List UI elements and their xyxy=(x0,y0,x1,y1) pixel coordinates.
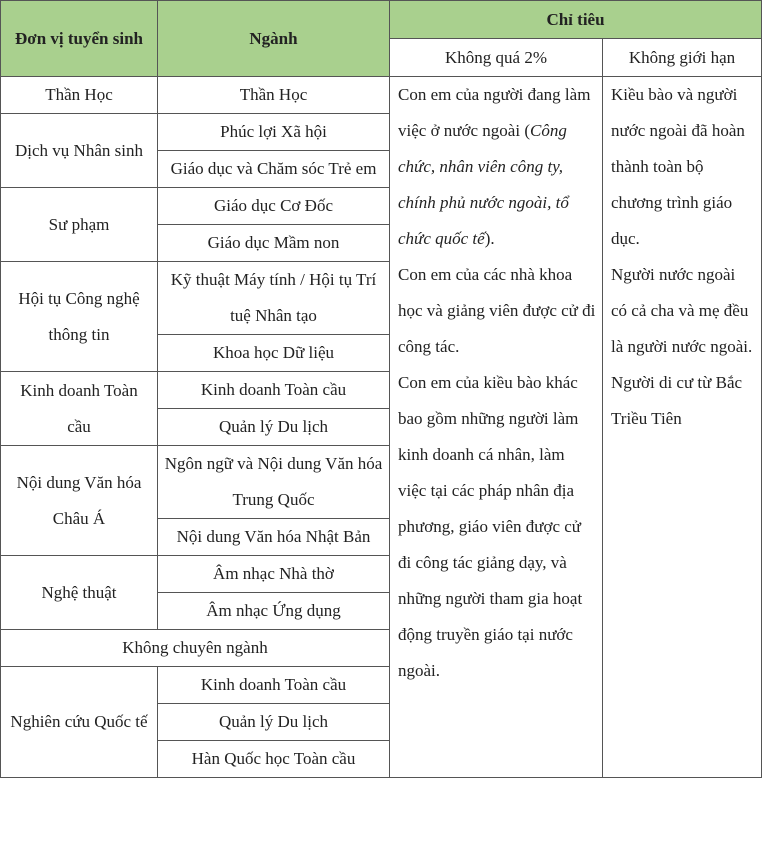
unit-cell: Sư phạm xyxy=(1,188,158,262)
unlimited-criteria-3: Người di cư từ Bắc Triều Tiên xyxy=(611,373,743,428)
limited-criteria-2: Con em của các nhà khoa học và giảng viên được cử đi công tác. xyxy=(398,265,596,356)
header-major: Ngành xyxy=(158,1,390,77)
major-cell: Khoa học Dữ liệu xyxy=(158,335,390,372)
major-cell: Âm nhạc Ứng dụng xyxy=(158,593,390,630)
unit-cell: Hội tụ Công nghệ thông tin xyxy=(1,262,158,372)
major-cell: Giáo dục Cơ Đốc xyxy=(158,188,390,225)
major-cell: Hàn Quốc học Toàn cầu xyxy=(158,741,390,778)
major-cell: Kinh doanh Toàn cầu xyxy=(158,372,390,409)
header-limited: Không quá 2% xyxy=(390,39,603,77)
major-cell: Âm nhạc Nhà thờ xyxy=(158,556,390,593)
major-cell: Nội dung Văn hóa Nhật Bản xyxy=(158,519,390,556)
header-quota: Chỉ tiêu xyxy=(390,1,762,39)
major-cell: Giáo dục và Chăm sóc Trẻ em xyxy=(158,151,390,188)
unit-cell: Kinh doanh Toàn cầu xyxy=(1,372,158,446)
major-cell: Quản lý Du lịch xyxy=(158,409,390,446)
unlimited-criteria-cell xyxy=(603,77,762,778)
major-cell: Kỹ thuật Máy tính / Hội tụ Trí tuệ Nhân tạo xyxy=(158,262,390,335)
unit-cell: Thần Học xyxy=(1,77,158,114)
unlimited-criteria-2: Người nước ngoài có cả cha và mẹ đều là người nước ngoài. xyxy=(611,265,753,356)
major-cell: Phúc lợi Xã hội xyxy=(158,114,390,151)
major-cell: Ngôn ngữ và Nội dung Văn hóa Trung Quốc xyxy=(158,446,390,519)
major-cell: Thần Học xyxy=(158,77,390,114)
major-cell: Quản lý Du lịch xyxy=(158,704,390,741)
unit-cell: Dịch vụ Nhân sinh xyxy=(1,114,158,188)
unit-cell: Nội dung Văn hóa Châu Á xyxy=(1,446,158,556)
limited-criteria-1: Con em của người đang làm việc ở nước ngoài (Công chức, nhân viên công ty, chính phủ nước ngoài, tổ chức quốc tế). xyxy=(398,85,591,248)
header-unlimited: Không giới hạn xyxy=(603,39,762,77)
header-unit: Đơn vị tuyển sinh xyxy=(1,1,158,77)
unit-cell: Nghiên cứu Quốc tế xyxy=(1,667,158,778)
undeclared-cell: Không chuyên ngành xyxy=(1,630,390,667)
unlimited-criteria-1: Kiều bào và người nước ngoài đã hoàn thành toàn bộ chương trình giáo dục. xyxy=(611,85,745,248)
limited-criteria-3: Con em của kiều bào khác bao gồm những người làm kinh doanh cá nhân, làm việc tại các pháp nhân địa phương, giáo viên được cử đi công tác giảng dạy, và những người tham gia hoạt động truyền giáo tại nước ngoài. xyxy=(398,373,583,680)
major-cell: Kinh doanh Toàn cầu xyxy=(158,667,390,704)
limited-criteria-cell xyxy=(390,77,603,778)
major-cell: Giáo dục Mầm non xyxy=(158,225,390,262)
unit-cell: Nghệ thuật xyxy=(1,556,158,630)
